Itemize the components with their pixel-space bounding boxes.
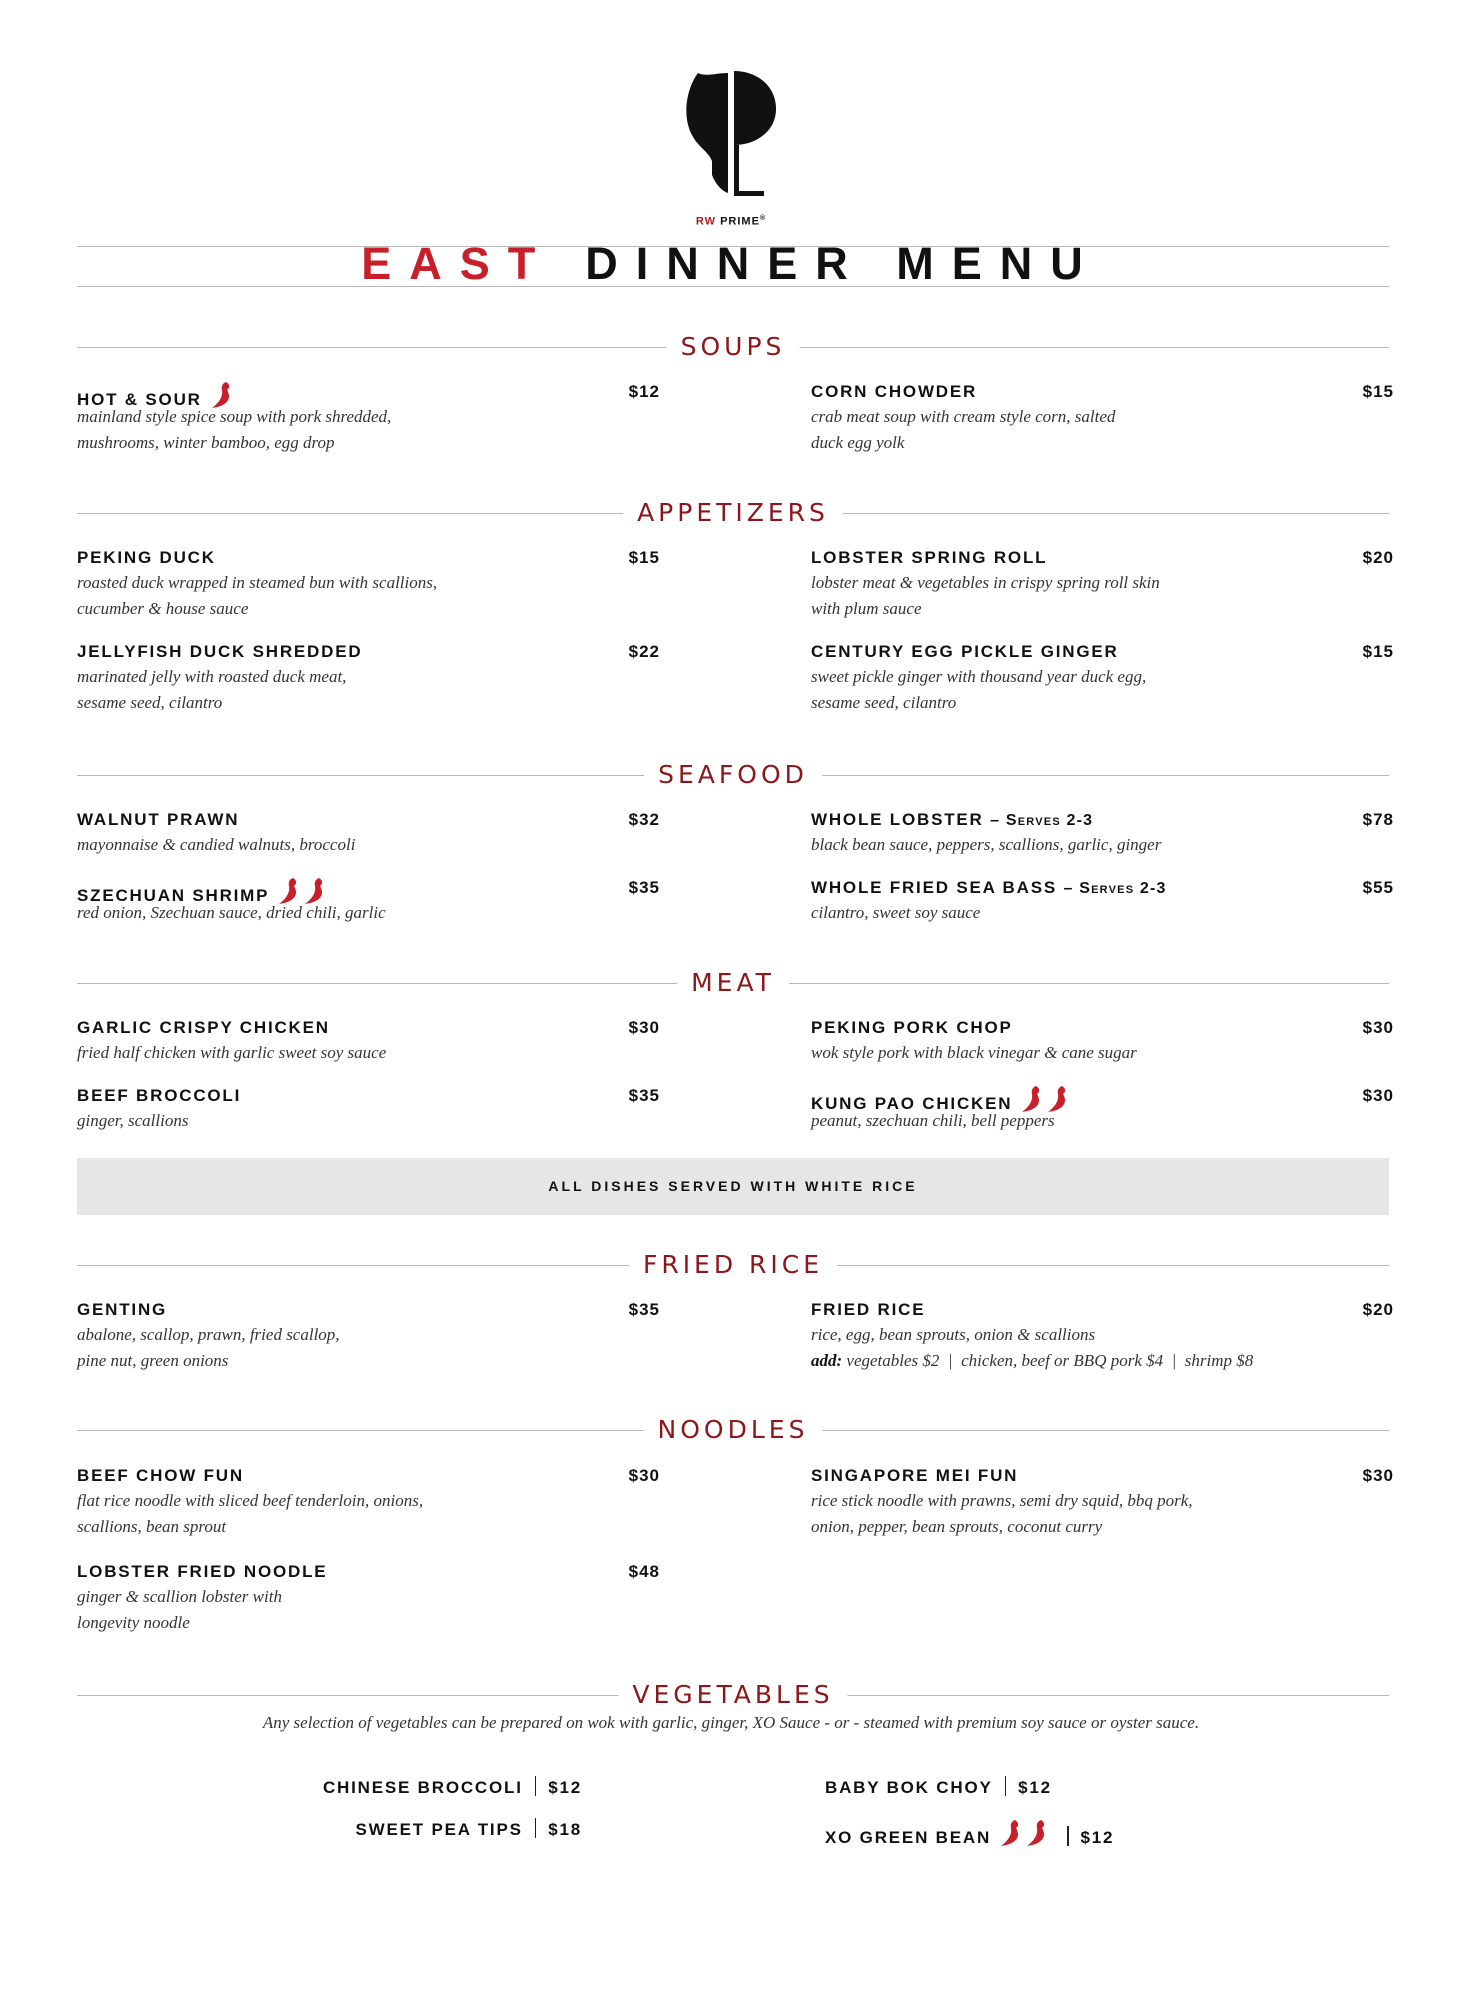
brand-mark: ®	[759, 215, 767, 222]
veg-divider	[1005, 1776, 1007, 1796]
section-title: NOODLES	[644, 1415, 823, 1445]
item-price: $35	[628, 878, 660, 897]
item-title: KUNG PAO CHICKEN	[811, 1094, 1013, 1113]
menu-item	[811, 546, 1394, 622]
menu-item	[77, 1084, 660, 1134]
veg-item	[825, 1818, 1114, 1855]
item-description: crab meat soup with cream style corn, salted	[811, 407, 1116, 426]
item-description: rice stick noodle with prawns, semi dry squid, bbq pork,	[811, 1491, 1193, 1510]
addon-label: add:	[811, 1351, 843, 1370]
veg-name: SWEET PEA TIPS	[355, 1820, 523, 1839]
section-header-noodles	[77, 1415, 1389, 1445]
item-title: PEKING DUCK	[77, 548, 216, 567]
bull-skull-logo-icon	[676, 65, 786, 200]
item-price: $15	[1362, 642, 1394, 661]
item-description: black bean sauce, peppers, scallions, garlic, ginger	[811, 835, 1162, 854]
item-title: BEEF BROCCOLI	[77, 1086, 242, 1105]
item-description: wok style pork with black vinegar & cane sugar	[811, 1043, 1137, 1062]
section-header-soups	[77, 332, 1389, 362]
item-price: $35	[628, 1300, 660, 1319]
item-serves: – Serves 2-3	[1063, 880, 1167, 897]
veg-spice	[997, 1818, 1055, 1855]
veg-item	[825, 1776, 1052, 1800]
item-name	[811, 1084, 1394, 1113]
menu-item	[811, 640, 1394, 716]
item-title: SZECHUAN SHRIMP	[77, 886, 270, 905]
item-title: HOT & SOUR	[77, 390, 202, 409]
brand-wordmark	[0, 215, 1462, 228]
veg-name: BABY BOK CHOY	[825, 1778, 993, 1797]
veg-divider	[535, 1818, 537, 1838]
item-name	[77, 1016, 660, 1040]
title-accent: EAST	[361, 238, 554, 289]
section-title: FRIED RICE	[629, 1250, 837, 1280]
item-price: $30	[628, 1018, 660, 1037]
item-price: $55	[1362, 878, 1394, 897]
item-name	[77, 876, 660, 905]
item-description: cilantro, sweet soy sauce	[811, 903, 981, 922]
section-header-appetizers	[77, 498, 1389, 528]
item-title: LOBSTER FRIED NOODLE	[77, 1562, 328, 1581]
section-header-meat	[77, 968, 1389, 998]
section-header-seafood	[77, 760, 1389, 790]
item-title: PEKING PORK CHOP	[811, 1018, 1013, 1037]
menu-item	[811, 1016, 1394, 1066]
item-description: fried half chicken with garlic sweet soy sauce	[77, 1043, 387, 1062]
item-description: lobster meat & vegetables in crispy spring roll skin	[811, 573, 1160, 592]
page-title	[0, 238, 1462, 290]
menu-item	[811, 380, 1394, 456]
item-price: $48	[628, 1562, 660, 1581]
item-price: $32	[628, 810, 660, 829]
menu-item	[77, 380, 660, 456]
item-title: CENTURY EGG PICKLE GINGER	[811, 642, 1119, 661]
item-name	[811, 1298, 1394, 1322]
brand-prefix: RW	[695, 215, 717, 228]
menu-item	[77, 546, 660, 622]
chili-pepper-icon	[997, 1818, 1055, 1848]
item-price: $20	[1362, 1300, 1394, 1319]
item-price: $15	[1362, 382, 1394, 401]
item-price: $35	[628, 1086, 660, 1105]
item-name	[77, 1464, 660, 1488]
item-title: GARLIC CRISPY CHICKEN	[77, 1018, 330, 1037]
item-title: LOBSTER SPRING ROLL	[811, 548, 1048, 567]
item-description: mushrooms, winter bamboo, egg drop	[77, 433, 335, 452]
veg-item	[356, 1818, 582, 1842]
item-description: pine nut, green onions	[77, 1351, 229, 1370]
section-title: MEAT	[677, 968, 789, 998]
item-description: rice, egg, bean sprouts, onion & scallions	[811, 1325, 1096, 1344]
item-name	[811, 546, 1394, 570]
item-description: with plum sauce	[811, 599, 922, 618]
item-name	[77, 380, 660, 409]
item-description: abalone, scallop, prawn, fried scallop,	[77, 1325, 340, 1344]
item-title: GENTING	[77, 1300, 168, 1319]
item-title: JELLYFISH DUCK SHREDDED	[77, 642, 363, 661]
section-title: SOUPS	[667, 332, 800, 362]
section-header-fried-rice	[77, 1250, 1389, 1280]
item-description: scallions, bean sprout	[77, 1517, 227, 1536]
menu-item	[811, 1084, 1394, 1134]
item-description: longevity noodle	[77, 1613, 190, 1632]
menu-item	[77, 1298, 660, 1374]
item-description: roasted duck wrapped in steamed bun with scallions,	[77, 573, 438, 592]
addon-text: vegetables $2 | chicken, beef or BBQ pork $4 | shrimp $8	[846, 1351, 1254, 1370]
item-name	[77, 546, 660, 570]
item-description: onion, pepper, bean sprouts, coconut curry	[811, 1517, 1103, 1536]
item-name	[77, 1560, 660, 1584]
item-name	[811, 1016, 1394, 1040]
rice-banner: ALL DISHES SERVED WITH WHITE RICE	[77, 1158, 1389, 1215]
item-title: WALNUT PRAWN	[77, 810, 240, 829]
item-title: WHOLE LOBSTER	[811, 810, 984, 829]
menu-item	[77, 876, 660, 926]
veg-name: CHINESE BROCCOLI	[322, 1778, 523, 1797]
menu-item	[77, 1560, 660, 1636]
menu-item	[77, 808, 660, 858]
item-price: $22	[628, 642, 660, 661]
item-description: red onion, Szechuan sauce, dried chili, garlic	[77, 903, 386, 922]
section-header-vegetables	[77, 1680, 1389, 1710]
item-price: $78	[1362, 810, 1394, 829]
menu-item	[811, 808, 1394, 858]
veg-price: $12	[548, 1778, 582, 1797]
menu-item	[77, 1464, 660, 1540]
item-name	[811, 808, 1394, 832]
item-price: $30	[1362, 1018, 1394, 1037]
item-description: ginger & scallion lobster with	[77, 1587, 282, 1606]
item-serves: – Serves 2-3	[990, 812, 1094, 829]
item-description: sesame seed, cilantro	[811, 693, 957, 712]
item-price: $15	[628, 548, 660, 567]
veg-name: XO GREEN BEAN	[825, 1828, 992, 1847]
veg-price: $12	[1080, 1828, 1115, 1847]
menu-item	[77, 1016, 660, 1066]
item-addons	[811, 1348, 1394, 1374]
veg-divider	[1067, 1826, 1069, 1846]
item-title: BEEF CHOW FUN	[77, 1466, 244, 1485]
item-title: SINGAPORE MEI FUN	[811, 1466, 1019, 1485]
title-bottom-rule	[77, 286, 1389, 287]
item-name	[811, 876, 1394, 900]
item-price: $30	[628, 1466, 660, 1485]
vegetables-note: Any selection of vegetables can be prepared on wok with garlic, ginger, XO Sauce - or - steamed with premium soy sauce or oyster sauce.	[262, 1713, 1200, 1732]
item-name	[77, 808, 660, 832]
veg-price: $18	[548, 1820, 582, 1839]
item-name	[77, 640, 660, 664]
menu-item	[77, 640, 660, 716]
brand-name: PRIME	[720, 215, 760, 228]
item-price: $30	[1362, 1086, 1394, 1105]
title-main: DINNER MENU	[585, 238, 1101, 289]
section-title: VEGETABLES	[618, 1680, 847, 1710]
veg-item	[323, 1776, 582, 1800]
item-description: flat rice noodle with sliced beef tenderloin, onions,	[77, 1491, 424, 1510]
section-title: APPETIZERS	[623, 498, 843, 528]
item-title: FRIED RICE	[811, 1300, 926, 1319]
veg-divider	[535, 1776, 537, 1796]
item-description: cucumber & house sauce	[77, 599, 249, 618]
item-name	[77, 1298, 660, 1322]
item-description: mayonnaise & candied walnuts, broccoli	[77, 835, 356, 854]
item-description: sesame seed, cilantro	[77, 693, 223, 712]
item-description: sweet pickle ginger with thousand year duck egg,	[811, 667, 1147, 686]
item-description: peanut, szechuan chili, bell peppers	[811, 1111, 1055, 1130]
item-price: $30	[1362, 1466, 1394, 1485]
logo	[0, 65, 1462, 205]
section-title: SEAFOOD	[644, 760, 822, 790]
item-name	[811, 1464, 1394, 1488]
item-title: CORN CHOWDER	[811, 382, 978, 401]
item-description: mainland style spice soup with pork shredded,	[77, 407, 392, 426]
item-title: WHOLE FRIED SEA BASS	[811, 878, 1057, 897]
item-price: $20	[1362, 548, 1394, 567]
item-name	[77, 1084, 660, 1108]
menu-item	[811, 876, 1394, 926]
item-description: ginger, scallions	[77, 1111, 189, 1130]
menu-item	[811, 1464, 1394, 1540]
menu-item	[811, 1298, 1394, 1374]
item-price: $12	[628, 382, 660, 401]
item-description: duck egg yolk	[811, 433, 905, 452]
item-description: marinated jelly with roasted duck meat,	[77, 667, 347, 686]
item-name	[811, 380, 1394, 404]
item-name	[811, 640, 1394, 664]
veg-price: $12	[1018, 1778, 1052, 1797]
